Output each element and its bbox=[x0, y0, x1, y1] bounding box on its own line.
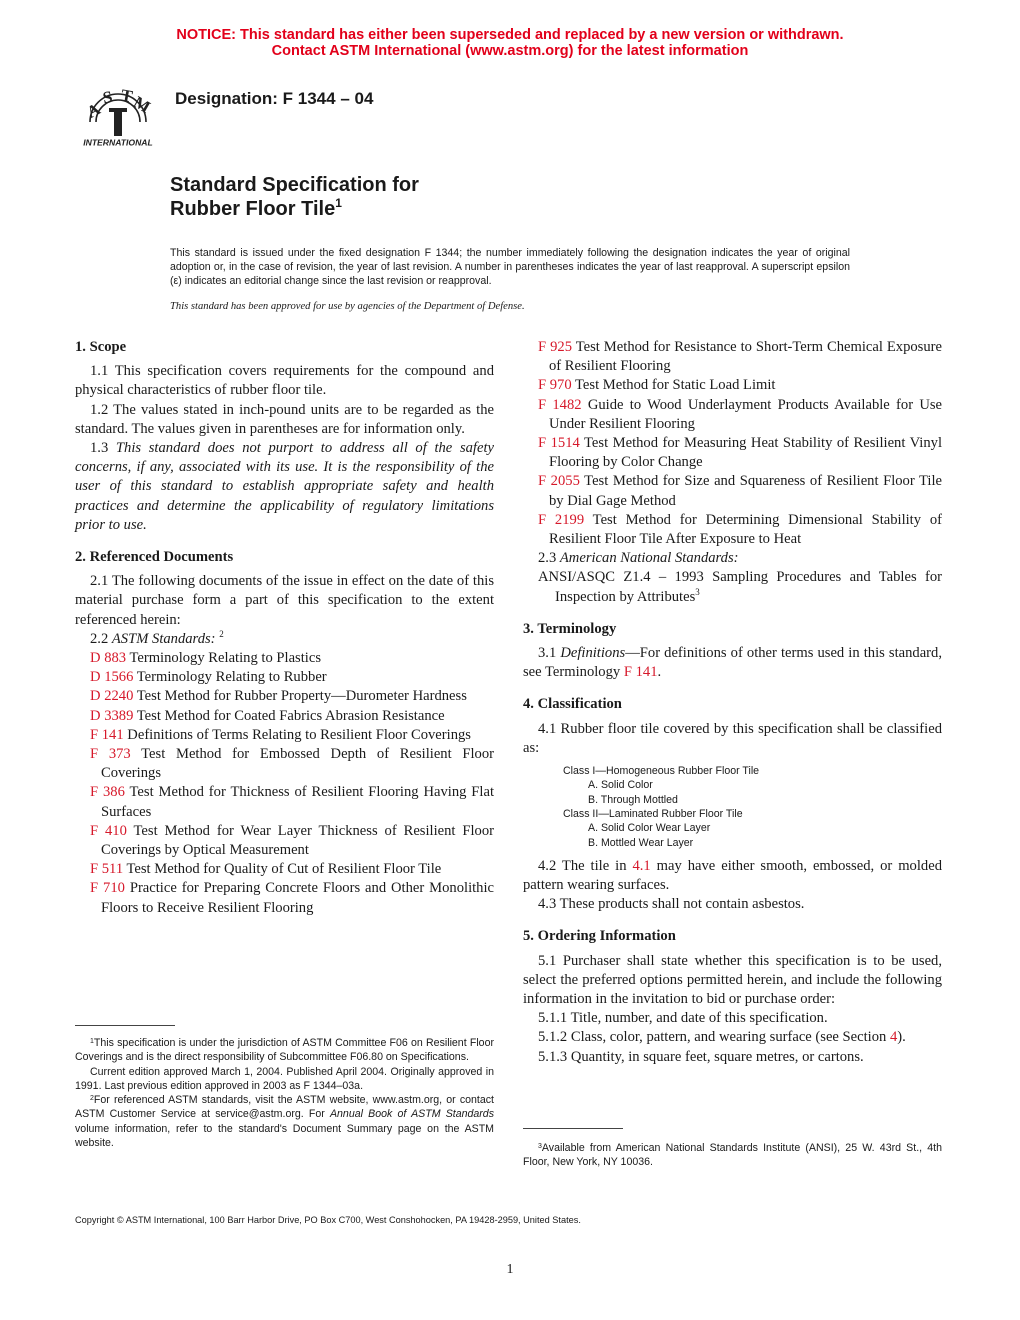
reference-item bbox=[75, 783, 494, 821]
reference-title: Guide to Wood Underlayment Products Available for Use Under Resilient Flooring bbox=[549, 396, 943, 432]
page-number: 1 bbox=[506, 1262, 514, 1277]
reference-code-link[interactable]: F 970 bbox=[538, 377, 572, 394]
reference-title: Test Method for Resistance to Short-Term Chemical Exposure of Resilient Flooring bbox=[549, 339, 942, 375]
para-5-1-2: 5.1.2 Class, color, pattern, and wearing surface (see Section 4). bbox=[538, 1029, 906, 1046]
reference-item bbox=[75, 668, 494, 687]
title-line-1: Standard Specification for bbox=[170, 174, 419, 196]
reference-title: Test Method for Embossed Depth of Resilient Floor Coverings bbox=[101, 746, 494, 782]
reference-title: Test Method for Thickness of Resilient Flooring Having Flat Surfaces bbox=[101, 784, 495, 820]
para-4-3: 4.3 These products shall not contain asbestos. bbox=[538, 896, 805, 913]
reference-item bbox=[523, 472, 942, 510]
reference-code-link[interactable]: F 710 bbox=[90, 880, 125, 897]
section-2-heading: 2. Referenced Documents bbox=[75, 549, 234, 566]
reference-item bbox=[75, 745, 494, 783]
title-footnote-marker: 1 bbox=[335, 196, 342, 210]
reference-item bbox=[75, 879, 494, 917]
para-5-1-1: 5.1.1 Title, number, and date of this specification. bbox=[538, 1010, 828, 1027]
notice-line-2: Contact ASTM International (www.astm.org) for the latest information bbox=[271, 43, 749, 59]
para-2-2: 2.2 ASTM Standards: $^2$ bbox=[90, 628, 224, 647]
dod-approval: This standard has been approved for use by agencies of the Department of Defense. bbox=[170, 301, 525, 312]
link-f141[interactable]: F 141 bbox=[623, 664, 658, 681]
class-item: Class I—Homogeneous Rubber Floor Tile bbox=[563, 765, 760, 778]
reference-title: Terminology Relating to Plastics bbox=[126, 650, 321, 667]
reference-title: Test Method for Coated Fabrics Abrasion Resistance bbox=[133, 707, 445, 724]
reference-title: Definitions of Terms Relating to Resilient Floor Coverings bbox=[123, 726, 471, 743]
reference-item bbox=[75, 687, 494, 706]
link-section-4[interactable]: 4 bbox=[889, 1029, 898, 1046]
reference-code-link[interactable]: F 141 bbox=[90, 726, 124, 743]
link-4-1[interactable]: 4.1 bbox=[632, 857, 651, 874]
reference-title: Test Method for Quality of Cut of Resilient Floor Tile bbox=[123, 861, 442, 878]
reference-code-link[interactable]: F 1514 bbox=[538, 435, 580, 452]
footnote-3: $^3$Available from American National Standards Institute (ANSI), 25 W. 43rd St., 4th Floor, New York, NY 10036. bbox=[523, 1142, 942, 1169]
para-4-2: 4.2 The tile in 4.1 may have either smooth, embossed, or molded pattern wearing surfaces. bbox=[523, 857, 942, 894]
astm-logo bbox=[76, 76, 160, 148]
svg-text:T: T bbox=[119, 85, 134, 107]
right-column bbox=[523, 338, 942, 1067]
footnotes-right bbox=[523, 1141, 942, 1170]
class-subitem: A. Solid Color Wear Layer bbox=[588, 822, 711, 835]
reference-list bbox=[75, 649, 494, 918]
reference-code-link[interactable]: F 925 bbox=[538, 339, 572, 355]
reference-code-link[interactable]: F 1482 bbox=[538, 396, 582, 413]
para-1-2: 1.2 The values stated in inch-pound units are to be regarded as the standard. The values given in parentheses are for information only. bbox=[75, 401, 494, 437]
reference-item bbox=[75, 726, 494, 745]
reference-item bbox=[523, 338, 942, 376]
class-subitem: B. Through Mottled bbox=[588, 793, 678, 806]
notice-line-1: NOTICE: This standard has either been superseded and replaced by a new version or withdrawn. bbox=[176, 27, 844, 43]
reference-title: Test Method for Rubber Property—Durometer Hardness bbox=[133, 688, 467, 705]
reference-item bbox=[523, 434, 942, 472]
para-2-3: 2.3 American National Standards: bbox=[538, 550, 739, 567]
reference-code-link[interactable]: D 2240 bbox=[90, 688, 134, 705]
class-item: Class II—Laminated Rubber Floor Tile bbox=[563, 807, 743, 820]
reference-code-link[interactable]: D 883 bbox=[90, 650, 127, 667]
footnote-2: $^2$For referenced ASTM standards, visit the ASTM website, www.astm.org, or contact ASTM Customer Service at service@astm.org. For Annual Book of ASTM Standards volume information, refer to the standard's Document Summary page on the ASTM website. bbox=[75, 1094, 494, 1150]
section-3-heading: 3. Terminology bbox=[523, 620, 617, 637]
reference-title: Practice for Preparing Concrete Floors and Other Monolithic Floors to Receive Resilient Flooring bbox=[101, 880, 495, 916]
para-5-1-3: 5.1.3 Quantity, in square feet, square metres, or cartons. bbox=[538, 1048, 864, 1065]
logo-wordmark: INTERNATIONAL bbox=[83, 137, 153, 148]
para-4-1: 4.1 Rubber floor tile covered by this specification shall be classified as: bbox=[523, 720, 942, 756]
reference-code-link[interactable]: F 2055 bbox=[538, 473, 580, 490]
reference-item bbox=[523, 376, 942, 395]
class-subitem: B. Mottled Wear Layer bbox=[588, 836, 694, 849]
reference-code-link[interactable]: D 1566 bbox=[90, 669, 134, 686]
reference-item bbox=[75, 707, 494, 726]
supersede-notice bbox=[0, 27, 1020, 59]
section-5-heading: 5. Ordering Information bbox=[523, 928, 676, 945]
reference-code-link[interactable]: F 511 bbox=[90, 861, 124, 878]
left-column bbox=[75, 338, 494, 918]
ansi-reference: ANSI/ASQC Z1.4 – 1993 Sampling Procedures and Tables for Inspection by Attributes$^3$ bbox=[538, 569, 942, 605]
footnote-1b: Current edition approved March 1, 2004. Published April 2004. Originally approved in 1991. Last previous edition approved in 2003 as F 1344–03a. bbox=[75, 1065, 494, 1092]
reference-item bbox=[75, 860, 494, 879]
designation: Designation: F 1344 – 04 bbox=[175, 89, 374, 108]
reference-code-link[interactable]: D 3389 bbox=[90, 707, 134, 724]
reference-title: Test Method for Determining Dimensional Stability of Resilient Floor Tile After Exposure to Heat bbox=[549, 511, 942, 548]
para-1-3: 1.3 This standard does not purport to address all of the safety concerns, if any, associated with its use. It is the responsibility of the user of this standard to establish appropriate safety and health practices and determine the applicability of regulatory limitations prior to use. bbox=[75, 440, 494, 533]
para-1-1: 1.1 This specification covers requirements for the compound and physical characteristics of rubber floor tile. bbox=[75, 363, 494, 399]
section-4-heading: 4. Classification bbox=[523, 696, 622, 713]
footnote-rule-left bbox=[75, 1025, 175, 1026]
reference-title: Terminology Relating to Rubber bbox=[133, 669, 327, 686]
title-line-2: Rubber Floor Tile$^1$ bbox=[170, 196, 342, 220]
footnote-1: $^1$This specification is under the jurisdiction of ASTM Committee F06 on Resilient Floor Coverings and is the direct responsibility of Subcommittee F06.80 on Specifications. bbox=[75, 1037, 494, 1064]
reference-title: Test Method for Static Load Limit bbox=[571, 377, 776, 394]
para-2-1: 2.1 The following documents of the issue in effect on the date of this material purchase form a part of this specification to the extent referenced herein: bbox=[75, 573, 494, 628]
footnote-rule-right bbox=[523, 1128, 623, 1129]
reference-item bbox=[75, 649, 494, 668]
reference-item bbox=[523, 511, 942, 549]
reference-title: Test Method for Measuring Heat Stability of Resilient Vinyl Flooring by Color Change bbox=[549, 435, 942, 471]
svg-text:M: M bbox=[130, 92, 154, 117]
section-1-heading: 1. Scope bbox=[75, 339, 127, 355]
reference-code-link[interactable]: F 410 bbox=[90, 822, 127, 839]
footnotes-left bbox=[75, 1036, 494, 1150]
issuance-statement: This standard is issued under the fixed designation F 1344; the number immediately following the designation indicates the year of original adoption or, in the case of revision, the year of last revision. A number in parentheses indicates the year of last reapproval. A superscript epsilon (ε) indicates an editorial change since the last revision or reapproval. bbox=[170, 247, 850, 288]
reference-item bbox=[523, 396, 942, 434]
document-title bbox=[170, 173, 419, 221]
reference-code-link[interactable]: F 373 bbox=[90, 746, 131, 763]
reference-item bbox=[75, 822, 494, 860]
reference-title: Test Method for Size and Squareness of Resilient Floor Tile by Dial Gage Method bbox=[549, 473, 942, 509]
copyright: Copyright © ASTM International, 100 Barr Harbor Drive, PO Box C700, West Conshohocken, PA 19428-2959, United States. bbox=[75, 1215, 581, 1225]
reference-code-link[interactable]: F 386 bbox=[90, 784, 125, 801]
svg-text:S: S bbox=[101, 87, 114, 108]
reference-list-continued bbox=[523, 338, 942, 549]
svg-text:A: A bbox=[83, 99, 104, 122]
class-subitem: A. Solid Color bbox=[588, 779, 653, 792]
para-5-1: 5.1 Purchaser shall state whether this specification is to be used, select the preferred options permitted herein, and include the following information in the invitation to bid or purchase order: bbox=[523, 952, 942, 1008]
reference-code-link[interactable]: F 2199 bbox=[538, 511, 585, 528]
classification-list bbox=[523, 764, 942, 850]
para-3-1: 3.1 Definitions—For definitions of other terms used in this standard, see Terminology F 141. bbox=[523, 645, 942, 681]
reference-title: Test Method for Wear Layer Thickness of Resilient Floor Coverings by Optical Measurement bbox=[101, 822, 494, 859]
